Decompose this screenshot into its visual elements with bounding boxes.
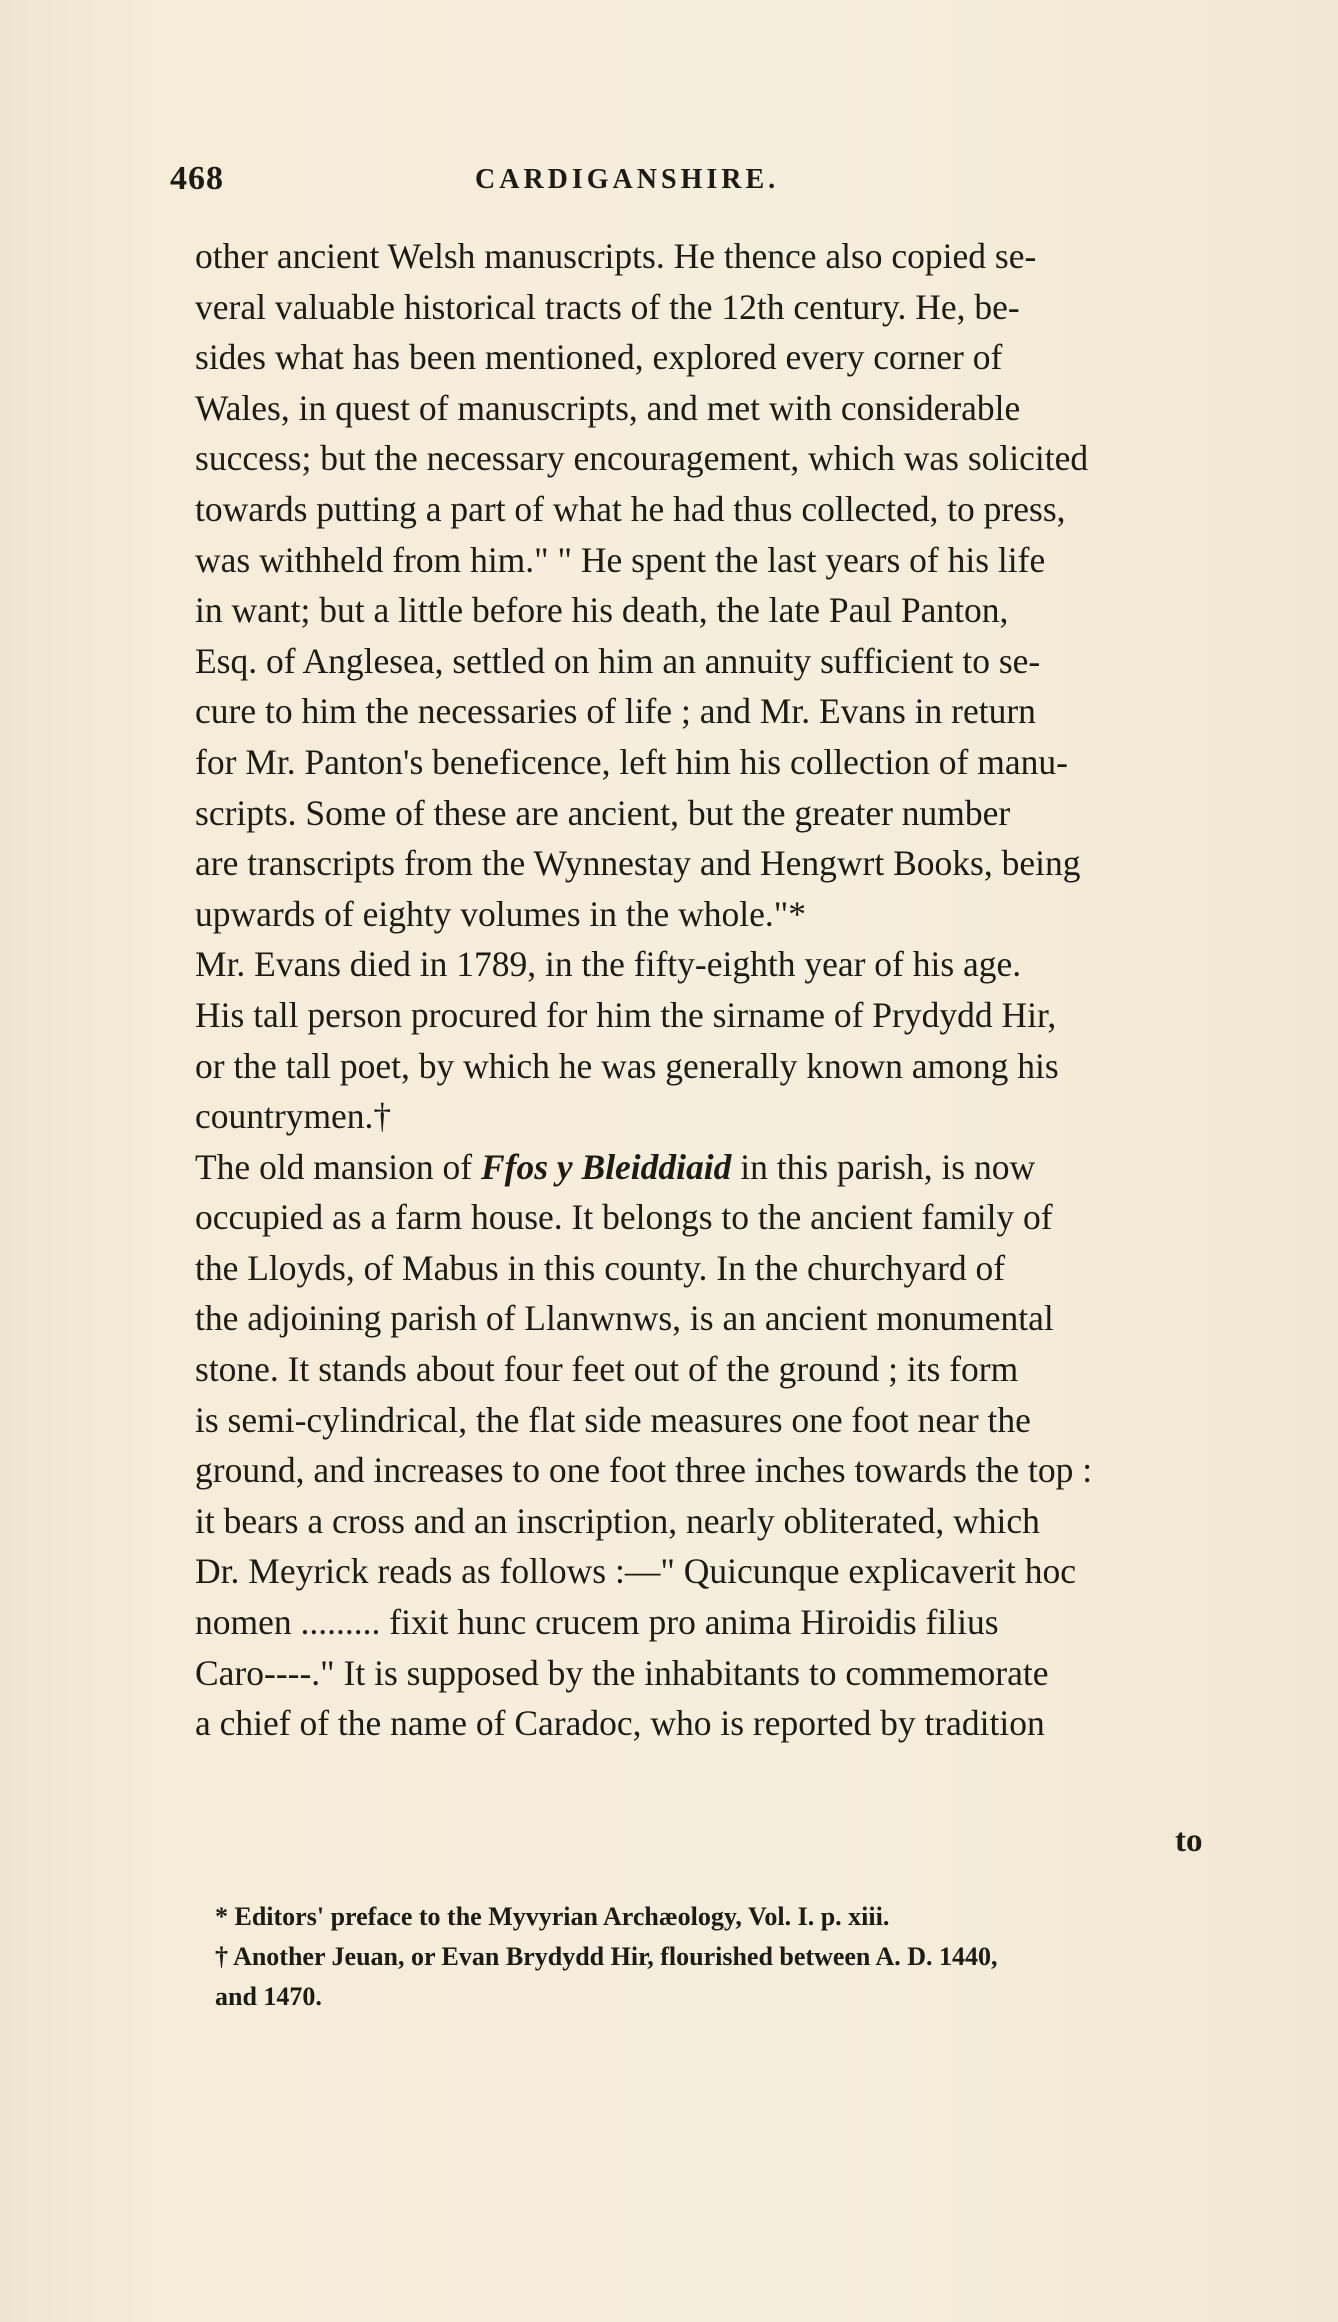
text-line: other ancient Welsh manuscripts. He thence also copied se-: [195, 236, 1037, 276]
text-line: Mr. Evans died in 1789, in the fifty-eighth year of his age.: [195, 944, 1022, 985]
text-line: a chief of the name of Caradoc, who is reported by tradition: [195, 1703, 1045, 1744]
text-line: the Lloyds, of Mabus in this county. In the churchyard of: [195, 1247, 1006, 1288]
text-fragment: in this parish, is now: [731, 1146, 1036, 1187]
text-line: towards putting a part of what he had thus collected, to press,: [195, 488, 1066, 529]
text-line: nomen ......... fixit hunc crucem pro anima Hiroidis filius: [195, 1602, 999, 1643]
running-head: CARDIGANSHIRE.: [475, 164, 780, 195]
page-header: [170, 160, 1170, 200]
footnotes: [215, 1897, 1215, 2017]
text-line: stone. It stands about four feet out of the ground ; its form: [195, 1349, 1019, 1390]
text-line: for Mr. Panton's beneficence, left him his collection of manu-: [195, 741, 1068, 782]
text-line: is semi-cylindrical, the flat side measures one foot near the: [195, 1399, 1031, 1440]
text-line: Caro----." It is supposed by the inhabitants to commemorate: [195, 1652, 1049, 1693]
text-line: His tall person procured for him the sirname of Prydydd Hir,: [195, 994, 1057, 1035]
text-line: occupied as a farm house. It belongs to the ancient family of: [195, 1197, 1053, 1238]
text-line: in want; but a little before his death, the late Paul Panton,: [195, 590, 1009, 631]
text-line: Wales, in quest of manuscripts, and met with considerable: [195, 387, 1021, 428]
text-line: countrymen.†: [195, 1096, 392, 1137]
text-line: are transcripts from the Wynnestay and Hengwrt Books, being: [195, 843, 1081, 884]
text-line: success; but the necessary encouragement, which was solicited: [195, 438, 1089, 479]
text-line: or the tall poet, by which he was generally known among his: [195, 1045, 1059, 1086]
text-line: Dr. Meyrick reads as follows :—" Quicunque explicaverit hoc: [195, 1551, 1077, 1592]
text-line: [195, 1142, 1215, 1193]
text-fragment: The old mansion of: [195, 1146, 481, 1187]
footnote-2-continued: and 1470.: [215, 1982, 322, 2011]
text-line: veral valuable historical tracts of the 12th century. He, be-: [195, 286, 1020, 327]
body-text: [195, 231, 1215, 1749]
footnote-1: * Editors' preface to the Myvyrian Archæology, Vol. I. p. xiii.: [215, 1902, 890, 1931]
text-line: it bears a cross and an inscription, nearly obliterated, which: [195, 1500, 1040, 1541]
text-line: Esq. of Anglesea, settled on him an annuity sufficient to se-: [195, 640, 1041, 681]
footnote-2: † Another Jeuan, or Evan Brydydd Hir, flourished between A. D. 1440,: [215, 1942, 998, 1971]
text-line: the adjoining parish of Llanwnws, is an ancient monumental: [195, 1298, 1054, 1339]
text-line: upwards of eighty volumes in the whole."*: [195, 893, 806, 934]
catchword: to: [1175, 1823, 1203, 1859]
text-line: sides what has been mentioned, explored every corner of: [195, 337, 1003, 378]
page-number: 468: [170, 160, 224, 197]
text-line: scripts. Some of these are ancient, but the greater number: [195, 792, 1011, 833]
text-line: cure to him the necessaries of life ; and Mr. Evans in return: [195, 691, 1036, 732]
text-line: ground, and increases to one foot three inches towards the top :: [195, 1450, 1093, 1491]
place-name-italic: Ffos y Bleiddiaid: [480, 1146, 732, 1187]
text-line: was withheld from him." " He spent the last years of his life: [195, 539, 1046, 580]
